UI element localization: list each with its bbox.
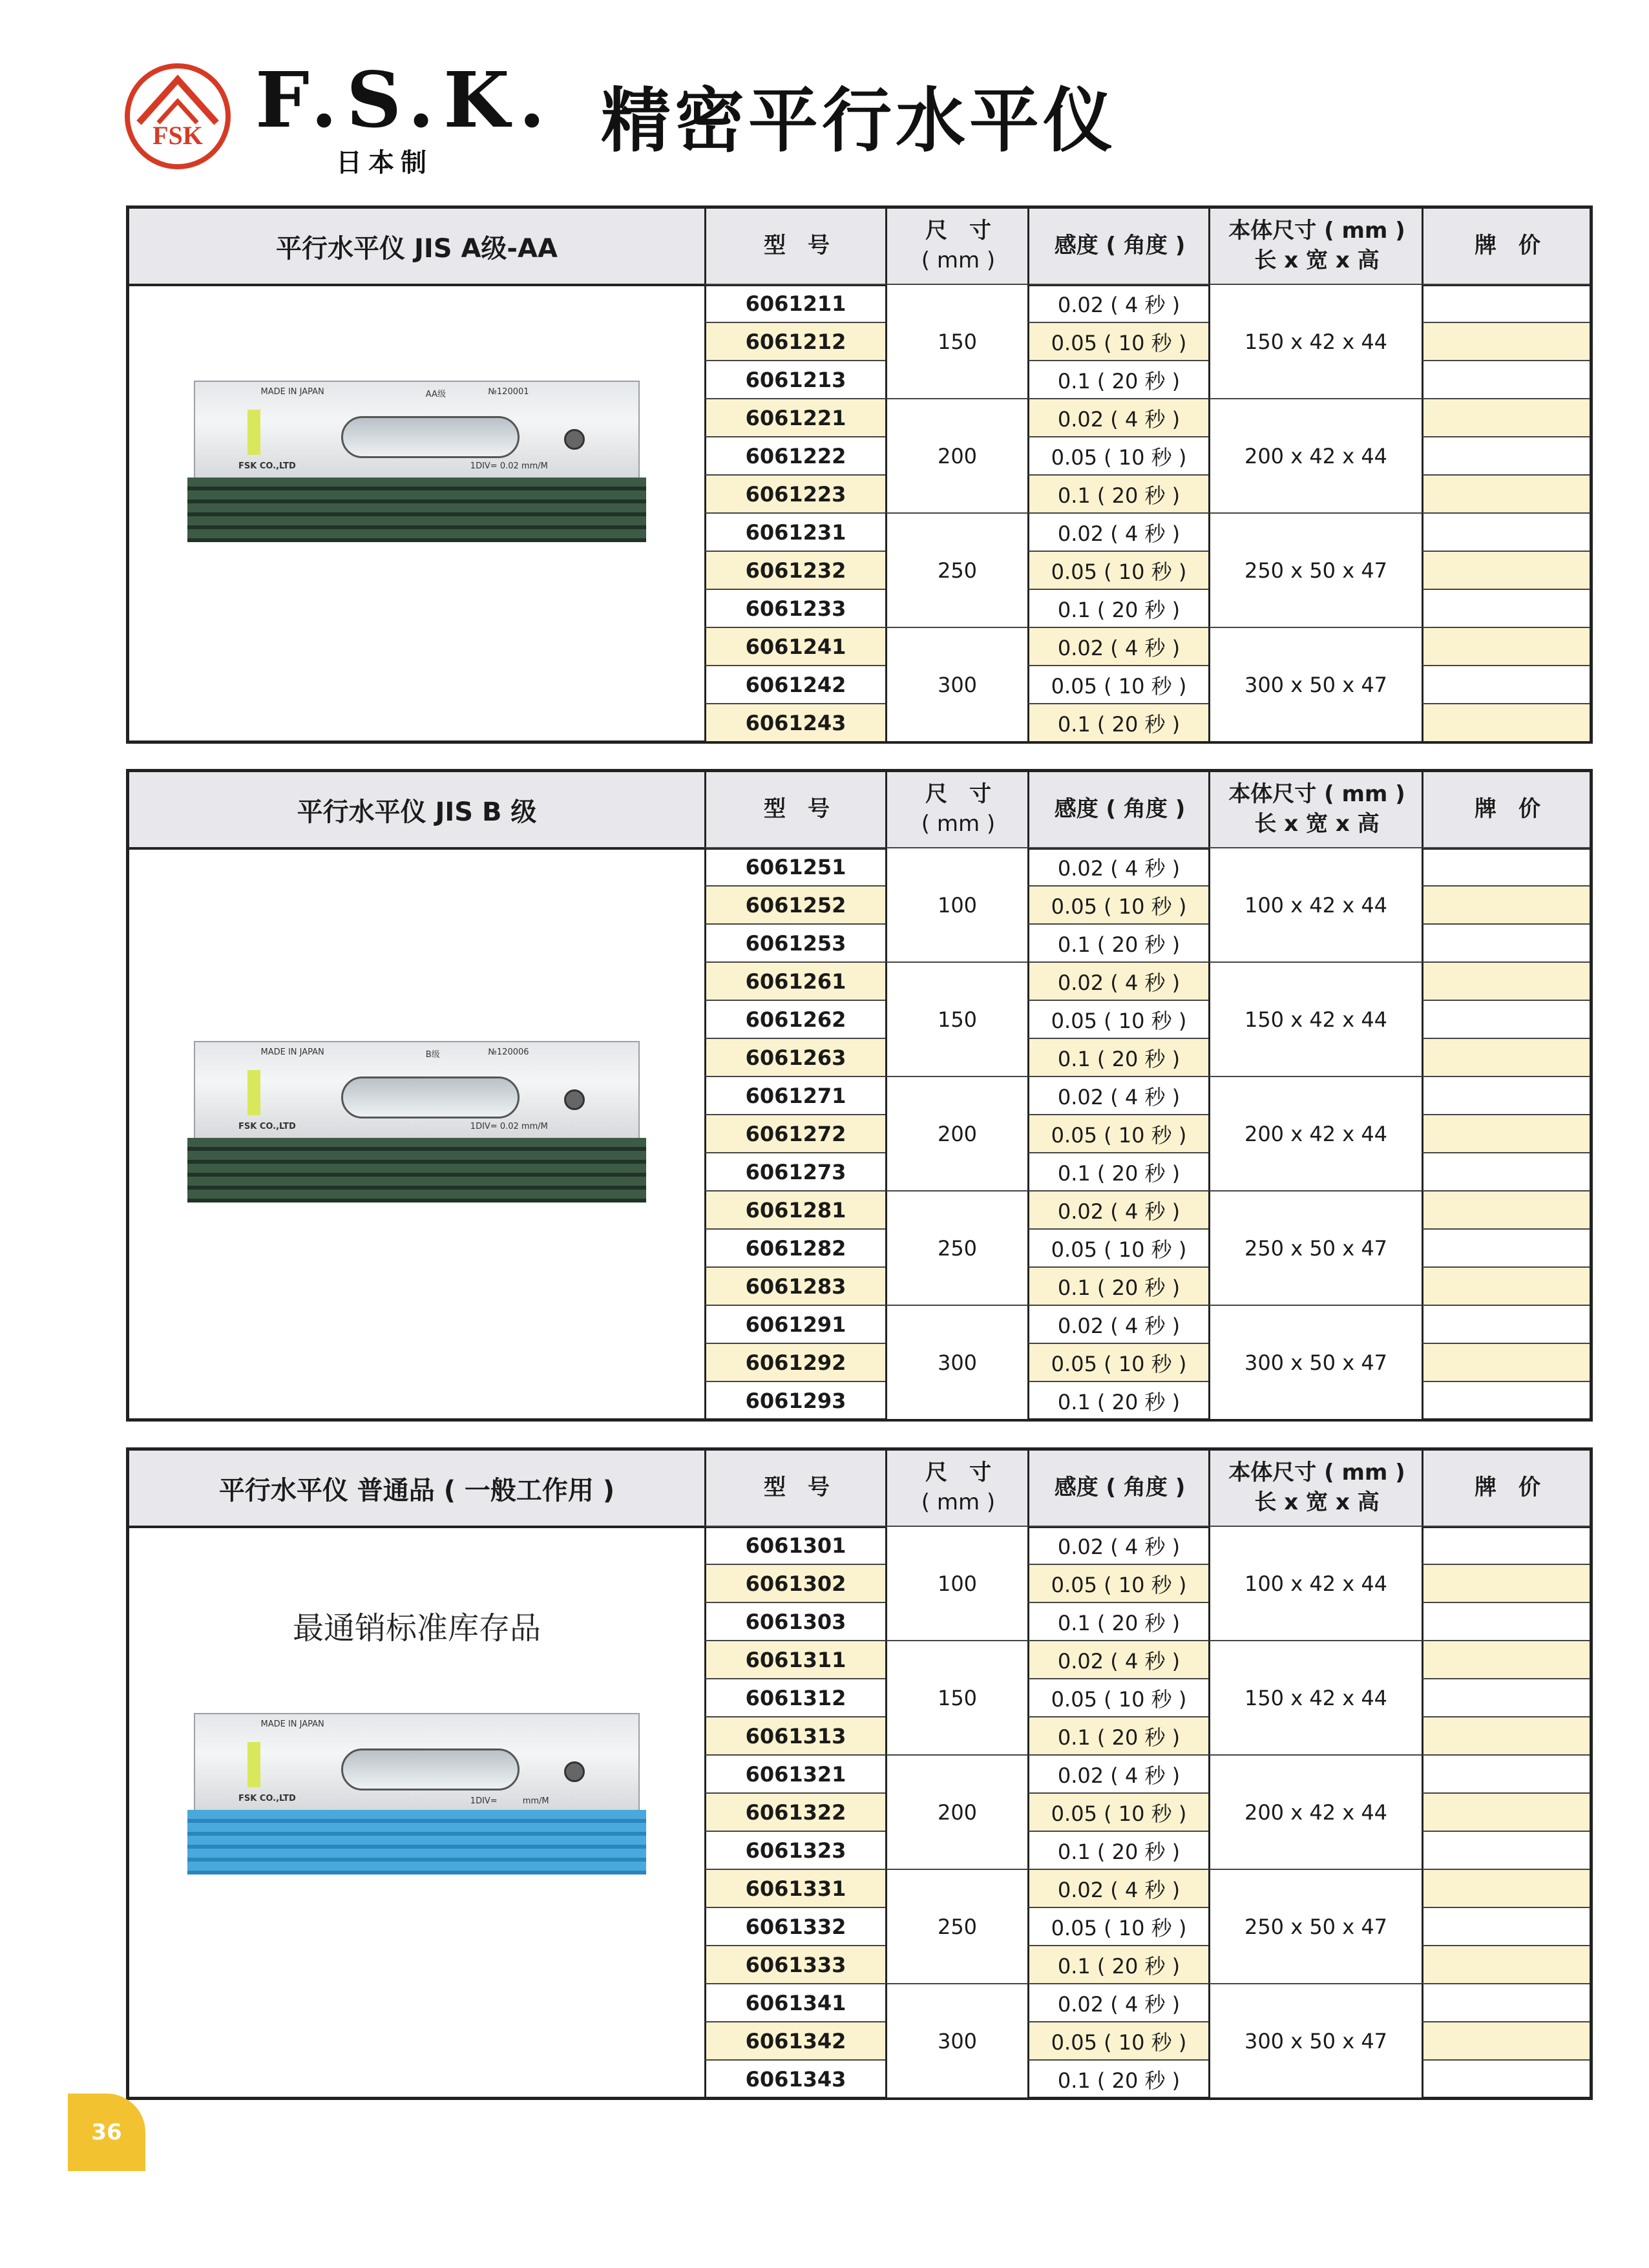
price-cell — [1422, 703, 1590, 741]
level-maker-text: FSK CO.,LTD — [238, 461, 296, 471]
sensitivity-cell: 0.1 ( 20 秒 ) — [1027, 1266, 1208, 1305]
header-price-label: 牌 价 — [1475, 233, 1540, 259]
sensitivity-cell: 0.02 ( 4 秒 ) — [1027, 1526, 1208, 1564]
price-cell — [1422, 1526, 1590, 1564]
model-cell: 6061231 — [704, 512, 885, 551]
spirit-level-image — [194, 1713, 640, 1874]
price-cell — [1422, 2021, 1590, 2059]
price-cell — [1422, 1792, 1590, 1831]
sensitivity-cell: 0.05 ( 10 秒 ) — [1027, 2021, 1208, 2059]
price-cell — [1422, 847, 1590, 885]
model-cell: 6061291 — [704, 1305, 885, 1343]
price-cell — [1422, 1602, 1590, 1640]
model-cell: 6061251 — [704, 847, 885, 885]
table-row — [704, 1907, 1590, 1945]
level-div-text: 1DIV= 0.02 mm/M — [470, 1122, 548, 1131]
table-row — [704, 322, 1590, 360]
model-cell: 6061252 — [704, 885, 885, 923]
screw-icon — [564, 429, 585, 450]
price-cell — [1422, 1716, 1590, 1754]
sensitivity-cell: 0.05 ( 10 秒 ) — [1027, 1564, 1208, 1602]
header-model — [704, 209, 887, 284]
header-model — [704, 772, 887, 847]
price-cell — [1422, 1640, 1590, 1678]
body-size-cell: 250 x 50 x 47 — [1208, 1869, 1422, 1983]
header-body-label: 本体尺寸 ( mm ) — [1228, 218, 1405, 244]
sensitivity-cell: 0.1 ( 20 秒 ) — [1027, 1152, 1208, 1190]
body-size-cell: 250 x 50 x 47 — [1208, 1190, 1422, 1305]
screw-icon — [564, 1089, 585, 1110]
fsk-logo-icon — [123, 61, 233, 171]
spec-table — [704, 1526, 1590, 2097]
sensitivity-cell: 0.02 ( 4 秒 ) — [1027, 627, 1208, 665]
sensitivity-cell: 0.02 ( 4 秒 ) — [1027, 284, 1208, 322]
price-cell — [1422, 1564, 1590, 1602]
sensitivity-cell: 0.1 ( 20 秒 ) — [1027, 703, 1208, 741]
level-base — [187, 1138, 646, 1202]
sensitivity-cell: 0.05 ( 10 秒 ) — [1027, 665, 1208, 703]
table-row — [704, 1678, 1590, 1716]
model-cell: 6061323 — [704, 1831, 885, 1869]
table-row — [704, 1038, 1590, 1076]
level-made-text: MADE IN JAPAN — [260, 1719, 324, 1729]
model-cell: 6061301 — [704, 1526, 885, 1564]
table-row — [704, 474, 1590, 512]
price-cell — [1422, 1228, 1590, 1266]
model-cell: 6061282 — [704, 1228, 885, 1266]
table-row — [704, 1266, 1590, 1305]
table-row — [704, 1305, 1590, 1343]
section-header — [129, 772, 1590, 850]
table-row — [704, 1716, 1590, 1754]
header-size-unit: ( mm ) — [921, 247, 996, 273]
table-row — [704, 665, 1590, 703]
screw-icon — [564, 1761, 585, 1782]
level-bubble-window — [341, 1748, 520, 1790]
product-section — [126, 1447, 1593, 2100]
table-row — [704, 1526, 1590, 1564]
body-size-cell: 100 x 42 x 44 — [1208, 1526, 1422, 1640]
sensitivity-cell: 0.1 ( 20 秒 ) — [1027, 1831, 1208, 1869]
price-cell — [1422, 360, 1590, 398]
size-cell: 150 — [885, 961, 1027, 1076]
header-body-label: 本体尺寸 ( mm ) — [1228, 781, 1405, 808]
section-header — [129, 209, 1590, 286]
table-row — [704, 1869, 1590, 1907]
price-cell — [1422, 1983, 1590, 2021]
header-body-size — [1208, 772, 1423, 847]
header-sensitivity — [1027, 1451, 1210, 1526]
sensitivity-cell: 0.02 ( 4 秒 ) — [1027, 1983, 1208, 2021]
table-row — [704, 923, 1590, 961]
level-grade-text: B级 — [425, 1050, 440, 1060]
level-div-text: 1DIV= 0.02 mm/M — [470, 461, 548, 471]
sensitivity-cell: 0.02 ( 4 秒 ) — [1027, 1190, 1208, 1228]
model-cell: 6061262 — [704, 1000, 885, 1038]
model-cell: 6061243 — [704, 703, 885, 741]
sensitivity-cell: 0.05 ( 10 秒 ) — [1027, 1228, 1208, 1266]
size-cell: 150 — [885, 1640, 1027, 1754]
table-row — [704, 1792, 1590, 1831]
body-size-cell: 250 x 50 x 47 — [1208, 512, 1422, 627]
sensitivity-cell: 0.1 ( 20 秒 ) — [1027, 360, 1208, 398]
model-cell: 6061332 — [704, 1907, 885, 1945]
table-row — [704, 436, 1590, 474]
table-row — [704, 589, 1590, 627]
sensitivity-cell: 0.05 ( 10 秒 ) — [1027, 1000, 1208, 1038]
page-header — [123, 55, 1157, 184]
model-cell: 6061271 — [704, 1076, 885, 1114]
spec-table — [704, 284, 1590, 740]
header-price — [1422, 209, 1591, 284]
sensitivity-cell: 0.05 ( 10 秒 ) — [1027, 885, 1208, 923]
spec-table — [704, 847, 1590, 1418]
model-cell: 6061303 — [704, 1602, 885, 1640]
sensitivity-cell: 0.1 ( 20 秒 ) — [1027, 1602, 1208, 1640]
price-cell — [1422, 627, 1590, 665]
body-size-cell: 150 x 42 x 44 — [1208, 284, 1422, 398]
sensitivity-cell: 0.02 ( 4 秒 ) — [1027, 398, 1208, 436]
body-size-cell: 300 x 50 x 47 — [1208, 1305, 1422, 1419]
size-cell: 150 — [885, 284, 1027, 398]
sensitivity-cell: 0.02 ( 4 秒 ) — [1027, 512, 1208, 551]
model-cell: 6061321 — [704, 1754, 885, 1792]
table-row — [704, 1640, 1590, 1678]
product-section — [126, 769, 1593, 1422]
section-header — [129, 1451, 1590, 1528]
body-size-cell: 200 x 42 x 44 — [1208, 1754, 1422, 1869]
header-price — [1422, 1451, 1591, 1526]
sensitivity-cell: 0.05 ( 10 秒 ) — [1027, 1792, 1208, 1831]
table-row — [704, 2021, 1590, 2059]
body-size-cell: 150 x 42 x 44 — [1208, 1640, 1422, 1754]
price-cell — [1422, 2059, 1590, 2097]
model-cell: 6061302 — [704, 1564, 885, 1602]
table-row — [704, 1076, 1590, 1114]
size-cell: 250 — [885, 1190, 1027, 1305]
level-vial — [247, 410, 261, 455]
sensitivity-cell: 0.1 ( 20 秒 ) — [1027, 1381, 1208, 1419]
model-cell: 6061241 — [704, 627, 885, 665]
table-row — [704, 627, 1590, 665]
size-cell: 300 — [885, 1983, 1027, 2097]
table-row — [704, 1000, 1590, 1038]
level-serial-text: №120001 — [488, 387, 529, 397]
price-cell — [1422, 1076, 1590, 1114]
table-row — [704, 360, 1590, 398]
sensitivity-cell: 0.02 ( 4 秒 ) — [1027, 1640, 1208, 1678]
header-size — [885, 1451, 1029, 1526]
model-cell: 6061242 — [704, 665, 885, 703]
header-price — [1422, 772, 1591, 847]
sensitivity-cell: 0.05 ( 10 秒 ) — [1027, 436, 1208, 474]
level-maker-text: FSK CO.,LTD — [238, 1794, 296, 1803]
table-row — [704, 1343, 1590, 1381]
size-cell: 250 — [885, 1869, 1027, 1983]
price-cell — [1422, 1831, 1590, 1869]
header-size-unit: ( mm ) — [921, 811, 996, 837]
model-cell: 6061211 — [704, 284, 885, 322]
product-image-area — [129, 284, 704, 740]
level-made-text: MADE IN JAPAN — [260, 1047, 324, 1057]
header-price-label: 牌 价 — [1475, 796, 1540, 823]
price-cell — [1422, 665, 1590, 703]
price-cell — [1422, 322, 1590, 360]
model-cell: 6061281 — [704, 1190, 885, 1228]
price-cell — [1422, 1305, 1590, 1343]
sensitivity-cell: 0.02 ( 4 秒 ) — [1027, 961, 1208, 1000]
table-row — [704, 1152, 1590, 1190]
sensitivity-cell: 0.05 ( 10 秒 ) — [1027, 1114, 1208, 1152]
page-number: 36 — [68, 2094, 145, 2171]
table-row — [704, 551, 1590, 589]
table-row — [704, 1228, 1590, 1266]
sensitivity-cell: 0.02 ( 4 秒 ) — [1027, 1076, 1208, 1114]
price-cell — [1422, 1869, 1590, 1907]
header-sensitivity — [1027, 209, 1210, 284]
model-cell: 6061222 — [704, 436, 885, 474]
price-cell — [1422, 1114, 1590, 1152]
level-base — [187, 1810, 646, 1874]
sensitivity-cell: 0.1 ( 20 秒 ) — [1027, 1038, 1208, 1076]
model-cell: 6061341 — [704, 1983, 885, 2021]
sensitivity-cell: 0.1 ( 20 秒 ) — [1027, 474, 1208, 512]
sensitivity-cell: 0.05 ( 10 秒 ) — [1027, 1678, 1208, 1716]
price-cell — [1422, 885, 1590, 923]
body-size-cell: 200 x 42 x 44 — [1208, 398, 1422, 512]
level-bubble-window — [341, 416, 520, 458]
sensitivity-cell: 0.1 ( 20 秒 ) — [1027, 923, 1208, 961]
header-body-label: 本体尺寸 ( mm ) — [1228, 1460, 1405, 1486]
price-cell — [1422, 1000, 1590, 1038]
table-row — [704, 961, 1590, 1000]
table-row — [704, 1983, 1590, 2021]
table-row — [704, 398, 1590, 436]
price-cell — [1422, 1038, 1590, 1076]
price-cell — [1422, 923, 1590, 961]
product-image-area — [129, 1526, 704, 2097]
price-cell — [1422, 1945, 1590, 1983]
header-model — [704, 1451, 887, 1526]
header-sensitivity-label: 感度 ( 角度 ) — [1054, 1475, 1186, 1501]
body-size-cell: 300 x 50 x 47 — [1208, 1983, 1422, 2097]
model-cell: 6061272 — [704, 1114, 885, 1152]
sensitivity-cell: 0.05 ( 10 秒 ) — [1027, 551, 1208, 589]
price-cell — [1422, 589, 1590, 627]
size-cell: 200 — [885, 398, 1027, 512]
sensitivity-cell: 0.02 ( 4 秒 ) — [1027, 1869, 1208, 1907]
price-cell — [1422, 398, 1590, 436]
price-cell — [1422, 1678, 1590, 1716]
header-size-label: 尺 寸 — [925, 1460, 991, 1486]
header-sensitivity-label: 感度 ( 角度 ) — [1054, 233, 1186, 259]
header-sensitivity — [1027, 772, 1210, 847]
body-size-cell: 100 x 42 x 44 — [1208, 847, 1422, 961]
price-cell — [1422, 551, 1590, 589]
size-cell: 300 — [885, 1305, 1027, 1419]
model-cell: 6061331 — [704, 1869, 885, 1907]
size-cell: 200 — [885, 1754, 1027, 1869]
body-size-cell: 200 x 42 x 44 — [1208, 1076, 1422, 1190]
size-cell: 100 — [885, 1526, 1027, 1640]
model-cell: 6061311 — [704, 1640, 885, 1678]
header-size — [885, 209, 1029, 284]
table-row — [704, 847, 1590, 885]
model-cell: 6061232 — [704, 551, 885, 589]
sensitivity-cell: 0.05 ( 10 秒 ) — [1027, 322, 1208, 360]
sensitivity-cell: 0.1 ( 20 秒 ) — [1027, 589, 1208, 627]
table-row — [704, 2059, 1590, 2097]
model-cell: 6061273 — [704, 1152, 885, 1190]
level-grade-text: AA级 — [425, 390, 446, 399]
price-cell — [1422, 512, 1590, 551]
page-title: 精密平行水平仪 — [601, 81, 1117, 162]
product-image-area — [129, 847, 704, 1418]
level-base — [187, 478, 646, 542]
header-body-size — [1208, 209, 1423, 284]
spirit-level-image — [194, 381, 640, 542]
table-row — [704, 512, 1590, 551]
size-cell: 300 — [885, 627, 1027, 741]
level-serial-text: №120006 — [488, 1047, 529, 1057]
price-cell — [1422, 1343, 1590, 1381]
section-title: 平行水平仪 普通品 ( 一般工作用 ) — [218, 1475, 615, 1506]
size-cell: 250 — [885, 512, 1027, 627]
header-body-size — [1208, 1451, 1423, 1526]
level-made-text: MADE IN JAPAN — [260, 387, 324, 397]
table-row — [704, 1190, 1590, 1228]
section-title: 平行水平仪 JIS B 级 — [297, 797, 537, 827]
header-size — [885, 772, 1029, 847]
header-body-sub: 长 x 宽 x 高 — [1254, 1489, 1380, 1515]
body-size-cell: 300 x 50 x 47 — [1208, 627, 1422, 741]
model-cell: 6061293 — [704, 1381, 885, 1419]
sensitivity-cell: 0.05 ( 10 秒 ) — [1027, 1907, 1208, 1945]
brand-name: F.S.K. — [255, 55, 554, 145]
model-cell: 6061342 — [704, 2021, 885, 2059]
header-model-label: 型 号 — [764, 233, 830, 259]
model-cell: 6061283 — [704, 1266, 885, 1305]
header-sensitivity-label: 感度 ( 角度 ) — [1054, 796, 1186, 823]
header-size-label: 尺 寸 — [925, 781, 991, 808]
header-body-sub: 长 x 宽 x 高 — [1254, 247, 1380, 273]
level-div-text: 1DIV= mm/M — [470, 1796, 549, 1806]
level-vial — [247, 1070, 261, 1115]
table-row — [704, 1602, 1590, 1640]
header-size-unit: ( mm ) — [921, 1489, 996, 1515]
model-cell: 6061333 — [704, 1945, 885, 1983]
table-row — [704, 703, 1590, 741]
price-cell — [1422, 1754, 1590, 1792]
model-cell: 6061223 — [704, 474, 885, 512]
price-cell — [1422, 1190, 1590, 1228]
table-row — [704, 1564, 1590, 1602]
logo-text: FSK — [152, 121, 203, 150]
header-body-sub: 长 x 宽 x 高 — [1254, 811, 1380, 837]
spirit-level-image — [194, 1041, 640, 1202]
table-row — [704, 1831, 1590, 1869]
price-cell — [1422, 1152, 1590, 1190]
model-cell: 6061292 — [704, 1343, 885, 1381]
model-cell: 6061322 — [704, 1792, 885, 1831]
sensitivity-cell: 0.02 ( 4 秒 ) — [1027, 1305, 1208, 1343]
table-row — [704, 1754, 1590, 1792]
table-row — [704, 1381, 1590, 1419]
model-cell: 6061261 — [704, 961, 885, 1000]
header-size-label: 尺 寸 — [925, 218, 991, 244]
price-cell — [1422, 284, 1590, 322]
body-size-cell: 150 x 42 x 44 — [1208, 961, 1422, 1076]
model-cell: 6061212 — [704, 322, 885, 360]
sensitivity-cell: 0.1 ( 20 秒 ) — [1027, 1716, 1208, 1754]
level-bubble-window — [341, 1076, 520, 1118]
price-cell — [1422, 436, 1590, 474]
table-row — [704, 1945, 1590, 1983]
table-row — [704, 284, 1590, 322]
model-cell: 6061233 — [704, 589, 885, 627]
price-cell — [1422, 474, 1590, 512]
level-vial — [247, 1742, 261, 1787]
level-maker-text: FSK CO.,LTD — [238, 1122, 296, 1131]
sensitivity-cell: 0.02 ( 4 秒 ) — [1027, 847, 1208, 885]
price-cell — [1422, 961, 1590, 1000]
brand-origin: 日本制 — [336, 148, 433, 178]
table-row — [704, 885, 1590, 923]
model-cell: 6061221 — [704, 398, 885, 436]
model-cell: 6061213 — [704, 360, 885, 398]
sensitivity-cell: 0.1 ( 20 秒 ) — [1027, 1945, 1208, 1983]
model-cell: 6061263 — [704, 1038, 885, 1076]
price-cell — [1422, 1381, 1590, 1419]
section-title: 平行水平仪 JIS A级-AA — [276, 233, 558, 264]
size-cell: 200 — [885, 1076, 1027, 1190]
size-cell: 100 — [885, 847, 1027, 961]
model-cell: 6061313 — [704, 1716, 885, 1754]
product-section — [126, 205, 1593, 744]
header-model-label: 型 号 — [764, 1475, 830, 1501]
sensitivity-cell: 0.02 ( 4 秒 ) — [1027, 1754, 1208, 1792]
model-cell: 6061253 — [704, 923, 885, 961]
model-cell: 6061312 — [704, 1678, 885, 1716]
sensitivity-cell: 0.05 ( 10 秒 ) — [1027, 1343, 1208, 1381]
model-cell: 6061343 — [704, 2059, 885, 2097]
sensitivity-cell: 0.1 ( 20 秒 ) — [1027, 2059, 1208, 2097]
table-row — [704, 1114, 1590, 1152]
price-cell — [1422, 1907, 1590, 1945]
stock-note: 最通销标准库存品 — [292, 1610, 541, 1646]
price-cell — [1422, 1266, 1590, 1305]
header-model-label: 型 号 — [764, 796, 830, 823]
header-price-label: 牌 价 — [1475, 1475, 1540, 1501]
